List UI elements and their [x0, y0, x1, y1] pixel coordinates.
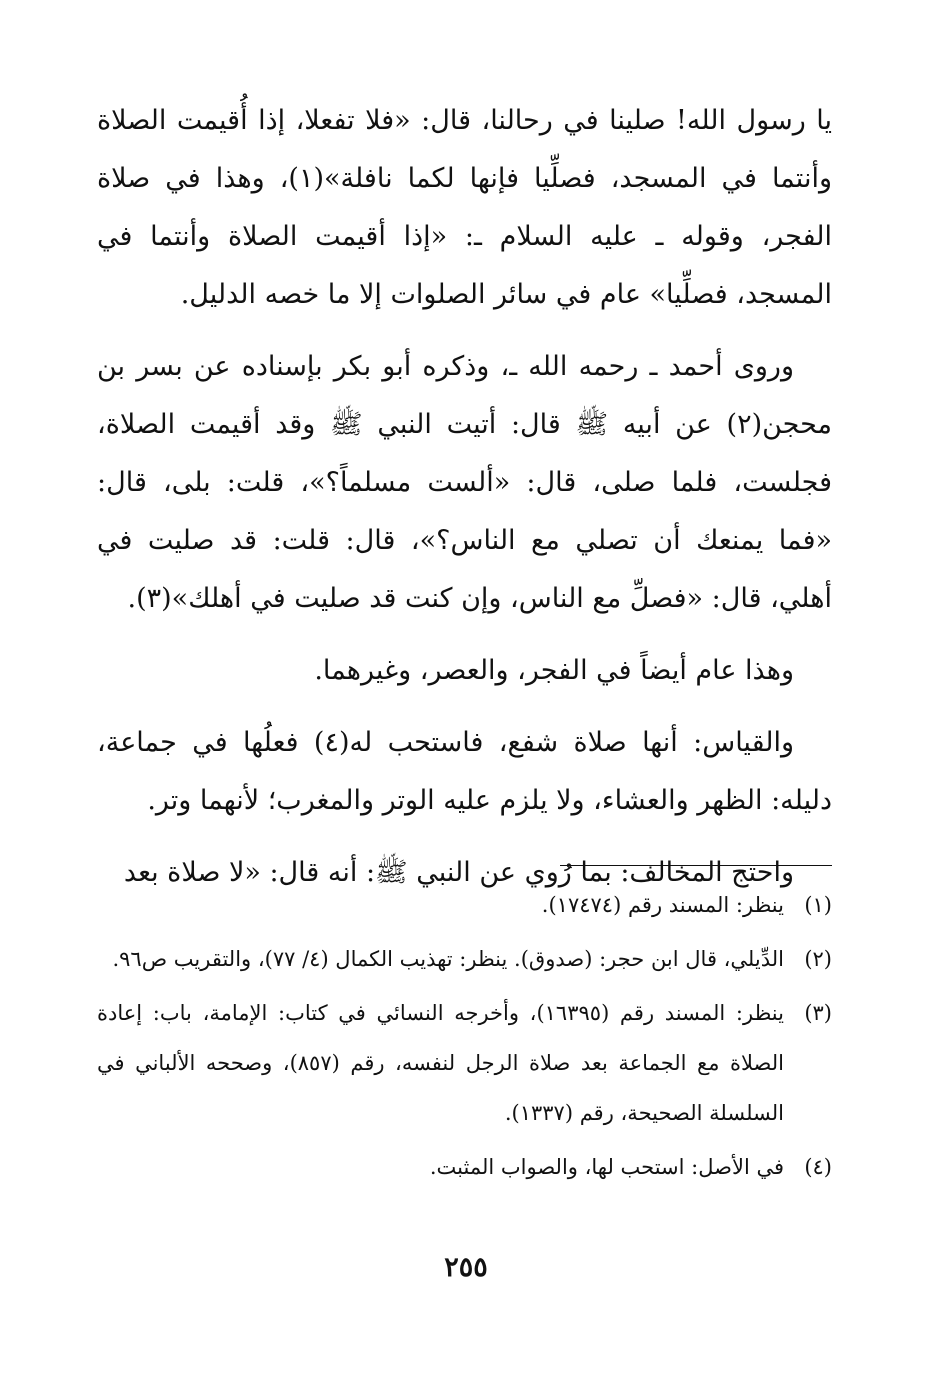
footnote-number: (٣)	[804, 1001, 832, 1025]
footnote-text: ينظر: المسند رقم (١٦٣٩٥)، وأخرجه النسائي في كتاب: الإمامة، باب: إعادة الصلاة مع الجماعة بعد صلاة الرجل لنفسه، رقم (٨٥٧)، وصححه الألباني في السلسلة الصحيحة، رقم (١٣٣٧).	[97, 1001, 784, 1125]
footnote-item	[97, 1142, 832, 1192]
paragraph-general-ruling: وهذا عام أيضاً في الفجر، والعصر، وغيرهما.	[314, 655, 794, 686]
main-text	[97, 92, 832, 916]
footnote-number: (٤)	[804, 1155, 832, 1179]
footnotes	[97, 880, 832, 1196]
paragraph-analogy: والقياس: أنها صلاة شفع، فاستحب له(٤) فعلُها في جماعة، دليله: الظهر والعشاء، ولا يلزم عليه الوتر والمغرب؛ لأنهما وتر.	[97, 727, 832, 816]
footnote-text: الدِّيلي، قال ابن حجر: (صدوق). ينظر: تهذيب الكمال (٤/ ٧٧)، والتقريب ص٩٦.	[112, 947, 784, 971]
footnote-number: (٢)	[804, 947, 832, 971]
paragraph-continuation: يا رسول الله! صلينا في رحالنا، قال: «فلا تفعلا، إذا أُقيمت الصلاة وأنتما في المسجد، فصلِّيا فإنها لكما نافلة»(١)، وهذا في صلاة الفجر، وقوله ـ عليه السلام ـ: «إذا أقيمت الصلاة وأنتما في المسجد، فصلِّيا» عام في سائر الصلوات إلا ما خصه الدليل.	[97, 105, 832, 310]
footnote-item	[97, 934, 832, 984]
footnote-item	[97, 988, 832, 1138]
footnote-number: (١)	[804, 893, 832, 917]
paragraph-ahmad-narration: وروى أحمد ـ رحمه الله ـ، وذكره أبو بكر بإسناده عن بسر بن محجن(٢) عن أبيه ﷺ قال: أتيت النبي ﷺ وقد أقيمت الصلاة، فجلست، فلما صلى، قال: «ألست مسلماً؟»، قلت: بلى، قال: «فما يمنعك أن تصلي مع الناس؟»، قال: قلت: قد صليت في أهلي، قال: «فصلِّ مع الناس، وإن كنت قد صليت في أهلك»(٣).	[97, 351, 832, 614]
footnote-text: في الأصل: استحب لها، والصواب المثبت.	[429, 1155, 784, 1179]
footnote-divider	[560, 865, 832, 866]
footnote-item	[97, 880, 832, 930]
footnote-text: ينظر: المسند رقم (١٧٤٧٤).	[541, 893, 784, 917]
page-number: ٢٥٥	[444, 1252, 488, 1283]
paragraph-opponent-argument: واحتج المخالف: بما رُوي عن النبي ﷺ: أنه قال: «لا صلاة بعد	[123, 857, 794, 888]
